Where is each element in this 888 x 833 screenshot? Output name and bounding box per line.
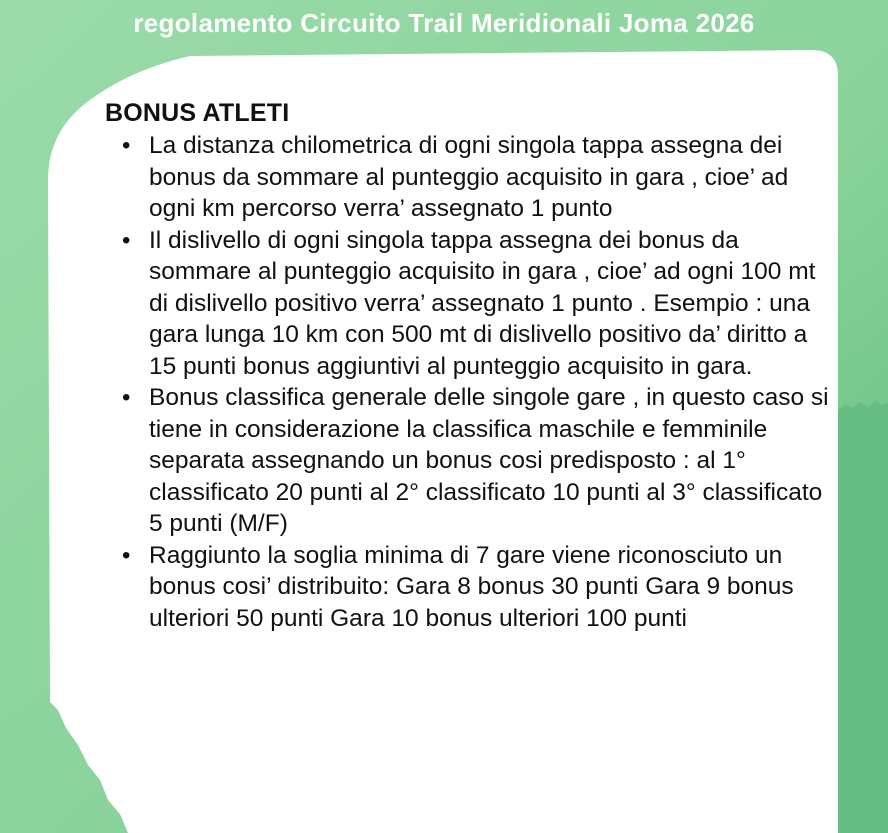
list-item-text: Bonus classifica generale delle singole gare , in questo caso si tiene in considerazione la classifica maschile e femminile separata assegnando un bonus cosi predisposto : al 1° classificato 20 punti al 2° classificato 10 punti al 3° classificato 5 punti (M/F) [149, 384, 829, 537]
header-title: regolamento Circuito Trail Meridionali Joma 2026 [133, 8, 755, 38]
bonus-list [105, 130, 835, 634]
list-item-text: Raggiunto la soglia minima di 7 gare viene riconosciuto un bonus cosi’ distribuito: Gara 8 bonus 30 punti Gara 9 bonus ulteriori 50 punti Gara 10 bonus ulteriori 100 punti [149, 541, 794, 632]
bullet-icon: • [122, 132, 131, 159]
list-item-text: La distanza chilometrica di ogni singola tappa assegna dei bonus da sommare al punteggio acquisito in gara , cioe’ ad ogni km percorso verra’ assegnato 1 punto [149, 132, 789, 222]
bullet-icon: • [122, 541, 131, 569]
bullet-icon: • [122, 226, 131, 254]
section-title: BONUS ATLETI [105, 99, 290, 127]
list-item [105, 382, 835, 540]
list-item-text: Il dislivello di ogni singola tappa assegna dei bonus da sommare al punteggio acquisito in gara , cioe’ ad ogni 100 mt di dislivello positivo verra’ assegnato 1 punto . Esempio : una gara lunga 10 km con 500 mt di dislivello positivo da’ diritto a 15 punti bonus aggiuntivi al punteggio acquisito in gara. [149, 226, 816, 380]
list-item [105, 130, 835, 225]
bonus-section [105, 98, 835, 634]
list-item [105, 225, 835, 383]
bullet-icon: • [122, 384, 131, 411]
list-item [105, 540, 835, 635]
